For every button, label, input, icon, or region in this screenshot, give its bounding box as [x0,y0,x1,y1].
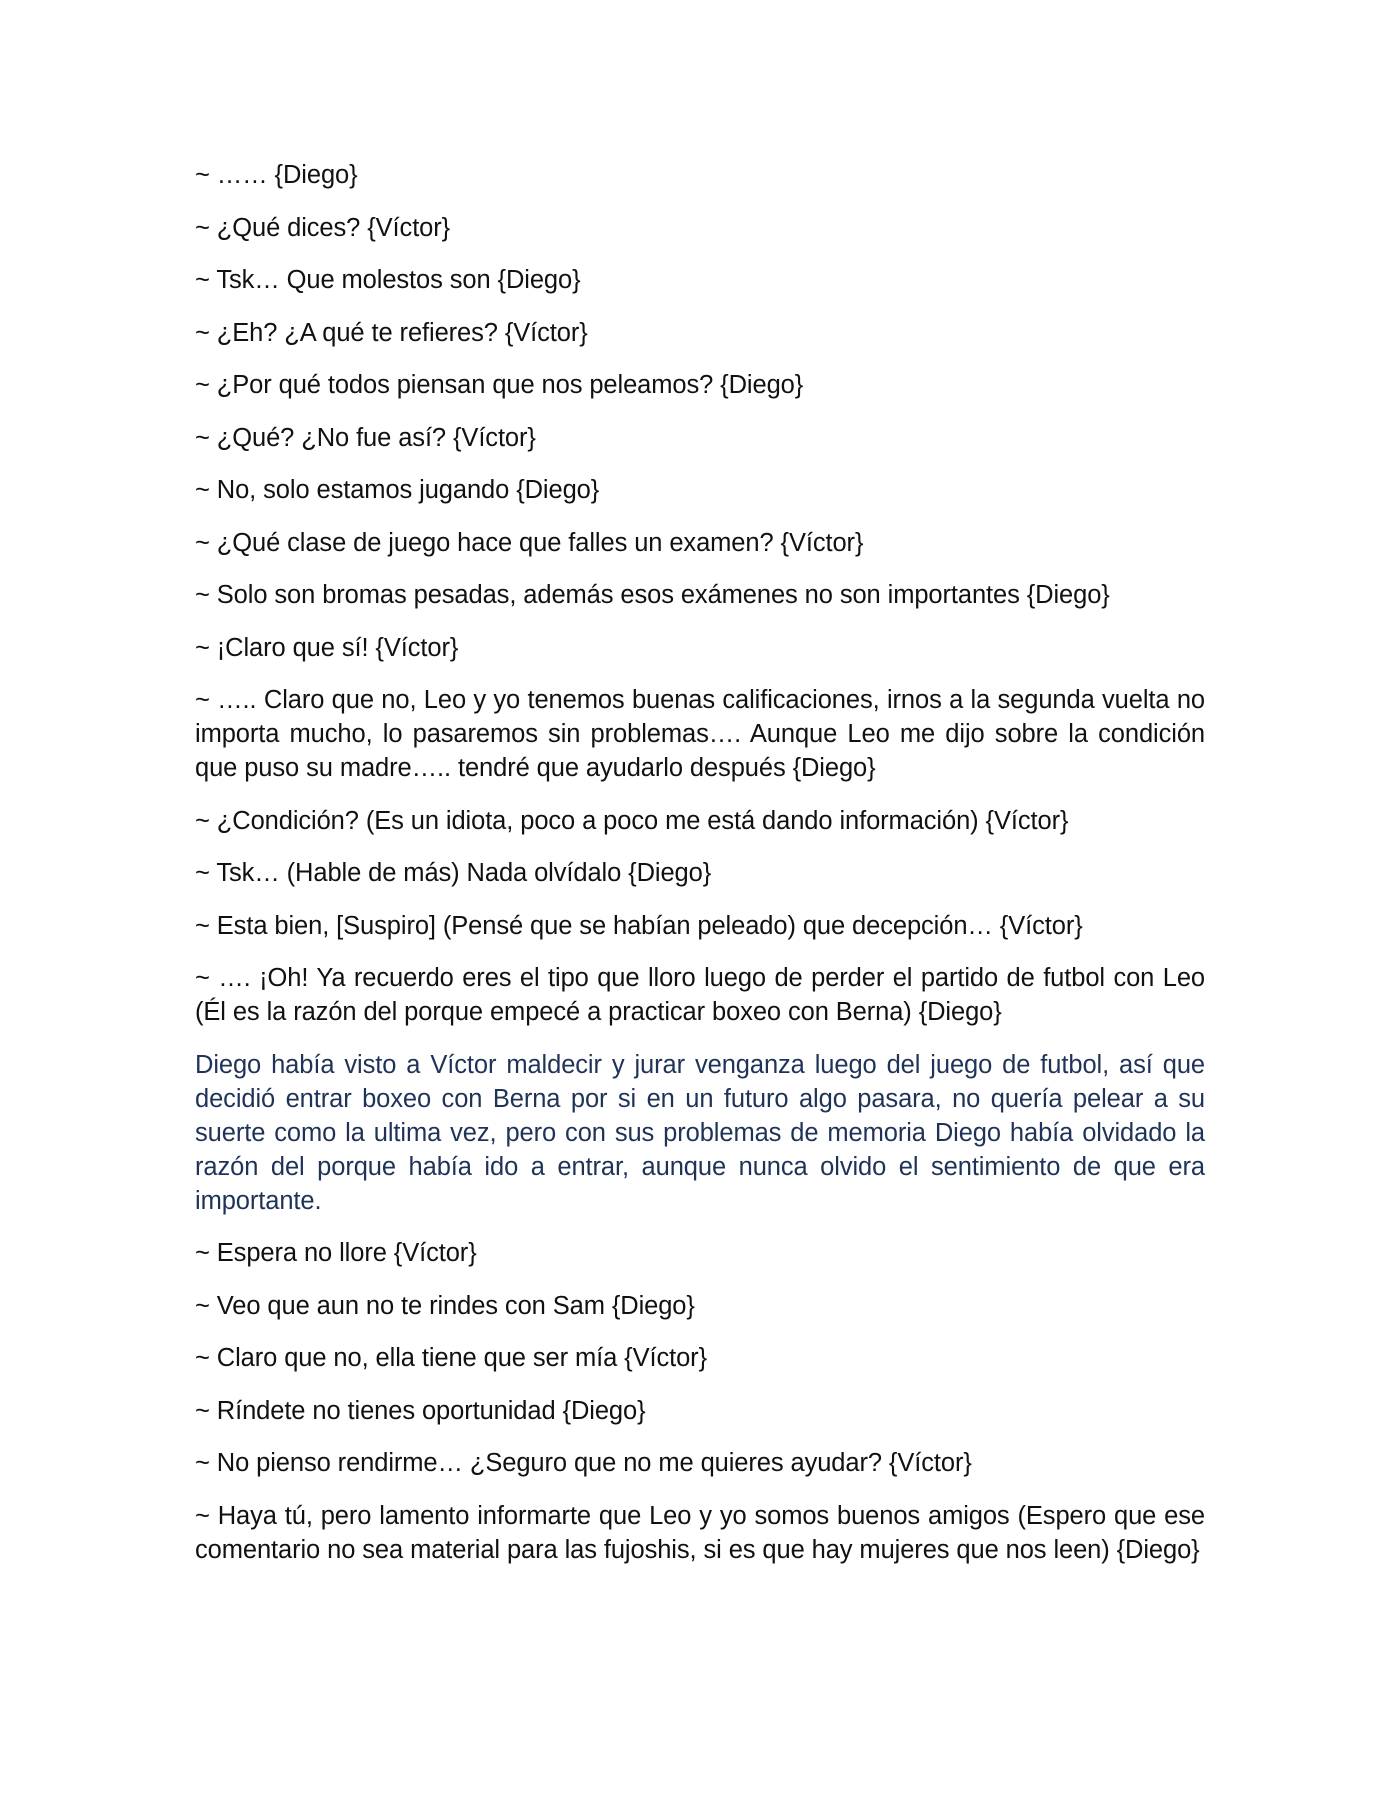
dialogue-line: ~ ¿Qué clase de juego hace que falles un examen? {Víctor} [195,528,864,557]
dialogue-line: ~ ¿Eh? ¿A qué te refieres? {Víctor} [195,318,588,347]
dialogue-line: ~ Solo son bromas pesadas, además esos exámenes no son importantes {Diego} [195,581,1110,609]
dialogue-line: ~ …… {Diego} [195,161,358,189]
dialogue-line: ~ Esta bien, [Suspiro] (Pensé que se habían peleado) que decepción… {Víctor} [195,911,1083,940]
dialogue-line: ~ Espera no llore {Víctor} [195,1239,477,1267]
dialogue-line: ~ ¡Claro que sí! {Víctor} [195,633,459,662]
dialogue-line: ~ ….. Claro que no, Leo y yo tenemos buenas calificaciones, irnos a la segunda vuelta no importa mucho, lo pasaremos sin problemas…. Aunque Leo me dijo sobre la condición que puso su madre….. tendré que ayudarlo después {Diego} [195,686,1205,782]
dialogue-line: ~ No, solo estamos jugando {Diego} [195,476,600,504]
dialogue-line: ~ Haya tú, pero lamento informarte que Leo y yo somos buenos amigos (Espero que ese comentario no sea material para las fujoshis, si es que hay mujeres que nos leen) {Diego} [195,1501,1205,1564]
dialogue-line: ~ Claro que no, ella tiene que ser mía {Víctor} [195,1344,707,1372]
dialogue-line: ~ Veo que aun no te rindes con Sam {Diego} [195,1291,695,1320]
dialogue-line: ~ ¿Qué? ¿No fue así? {Víctor} [195,423,536,452]
dialogue-line: ~ ¿Condición? (Es un idiota, poco a poco me está dando información) {Víctor} [195,806,1069,835]
dialogue-line: ~ No pienso rendirme… ¿Seguro que no me quieres ayudar? {Víctor} [195,1449,972,1477]
document-page [195,158,1205,1585]
dialogue-line: ~ …. ¡Oh! Ya recuerdo eres el tipo que lloro luego de perder el partido de futbol con Leo (Él es la razón del porque empecé a practicar boxeo con Berna) {Diego} [195,964,1205,1026]
dialogue-line: ~ ¿Qué dices? {Víctor} [195,213,451,242]
dialogue-line: ~ ¿Por qué todos piensan que nos peleamos? {Diego} [195,371,804,399]
narration-paragraph: Diego había visto a Víctor maldecir y jurar venganza luego del juego de futbol, así que decidió entrar boxeo con Berna por si en un futuro algo pasara, no quería pelear a su suerte como la ultima vez, pero con sus problemas de memoria Diego había olvidado la razón del porque había ido a entrar, aunque nunca olvido el sentimiento de que era importante. [195,1050,1205,1215]
dialogue-line: ~ Tsk… Que molestos son {Diego} [195,266,581,294]
dialogue-line: ~ Ríndete no tienes oportunidad {Diego} [195,1396,646,1425]
dialogue-line: ~ Tsk… (Hable de más) Nada olvídalo {Diego} [195,859,712,887]
